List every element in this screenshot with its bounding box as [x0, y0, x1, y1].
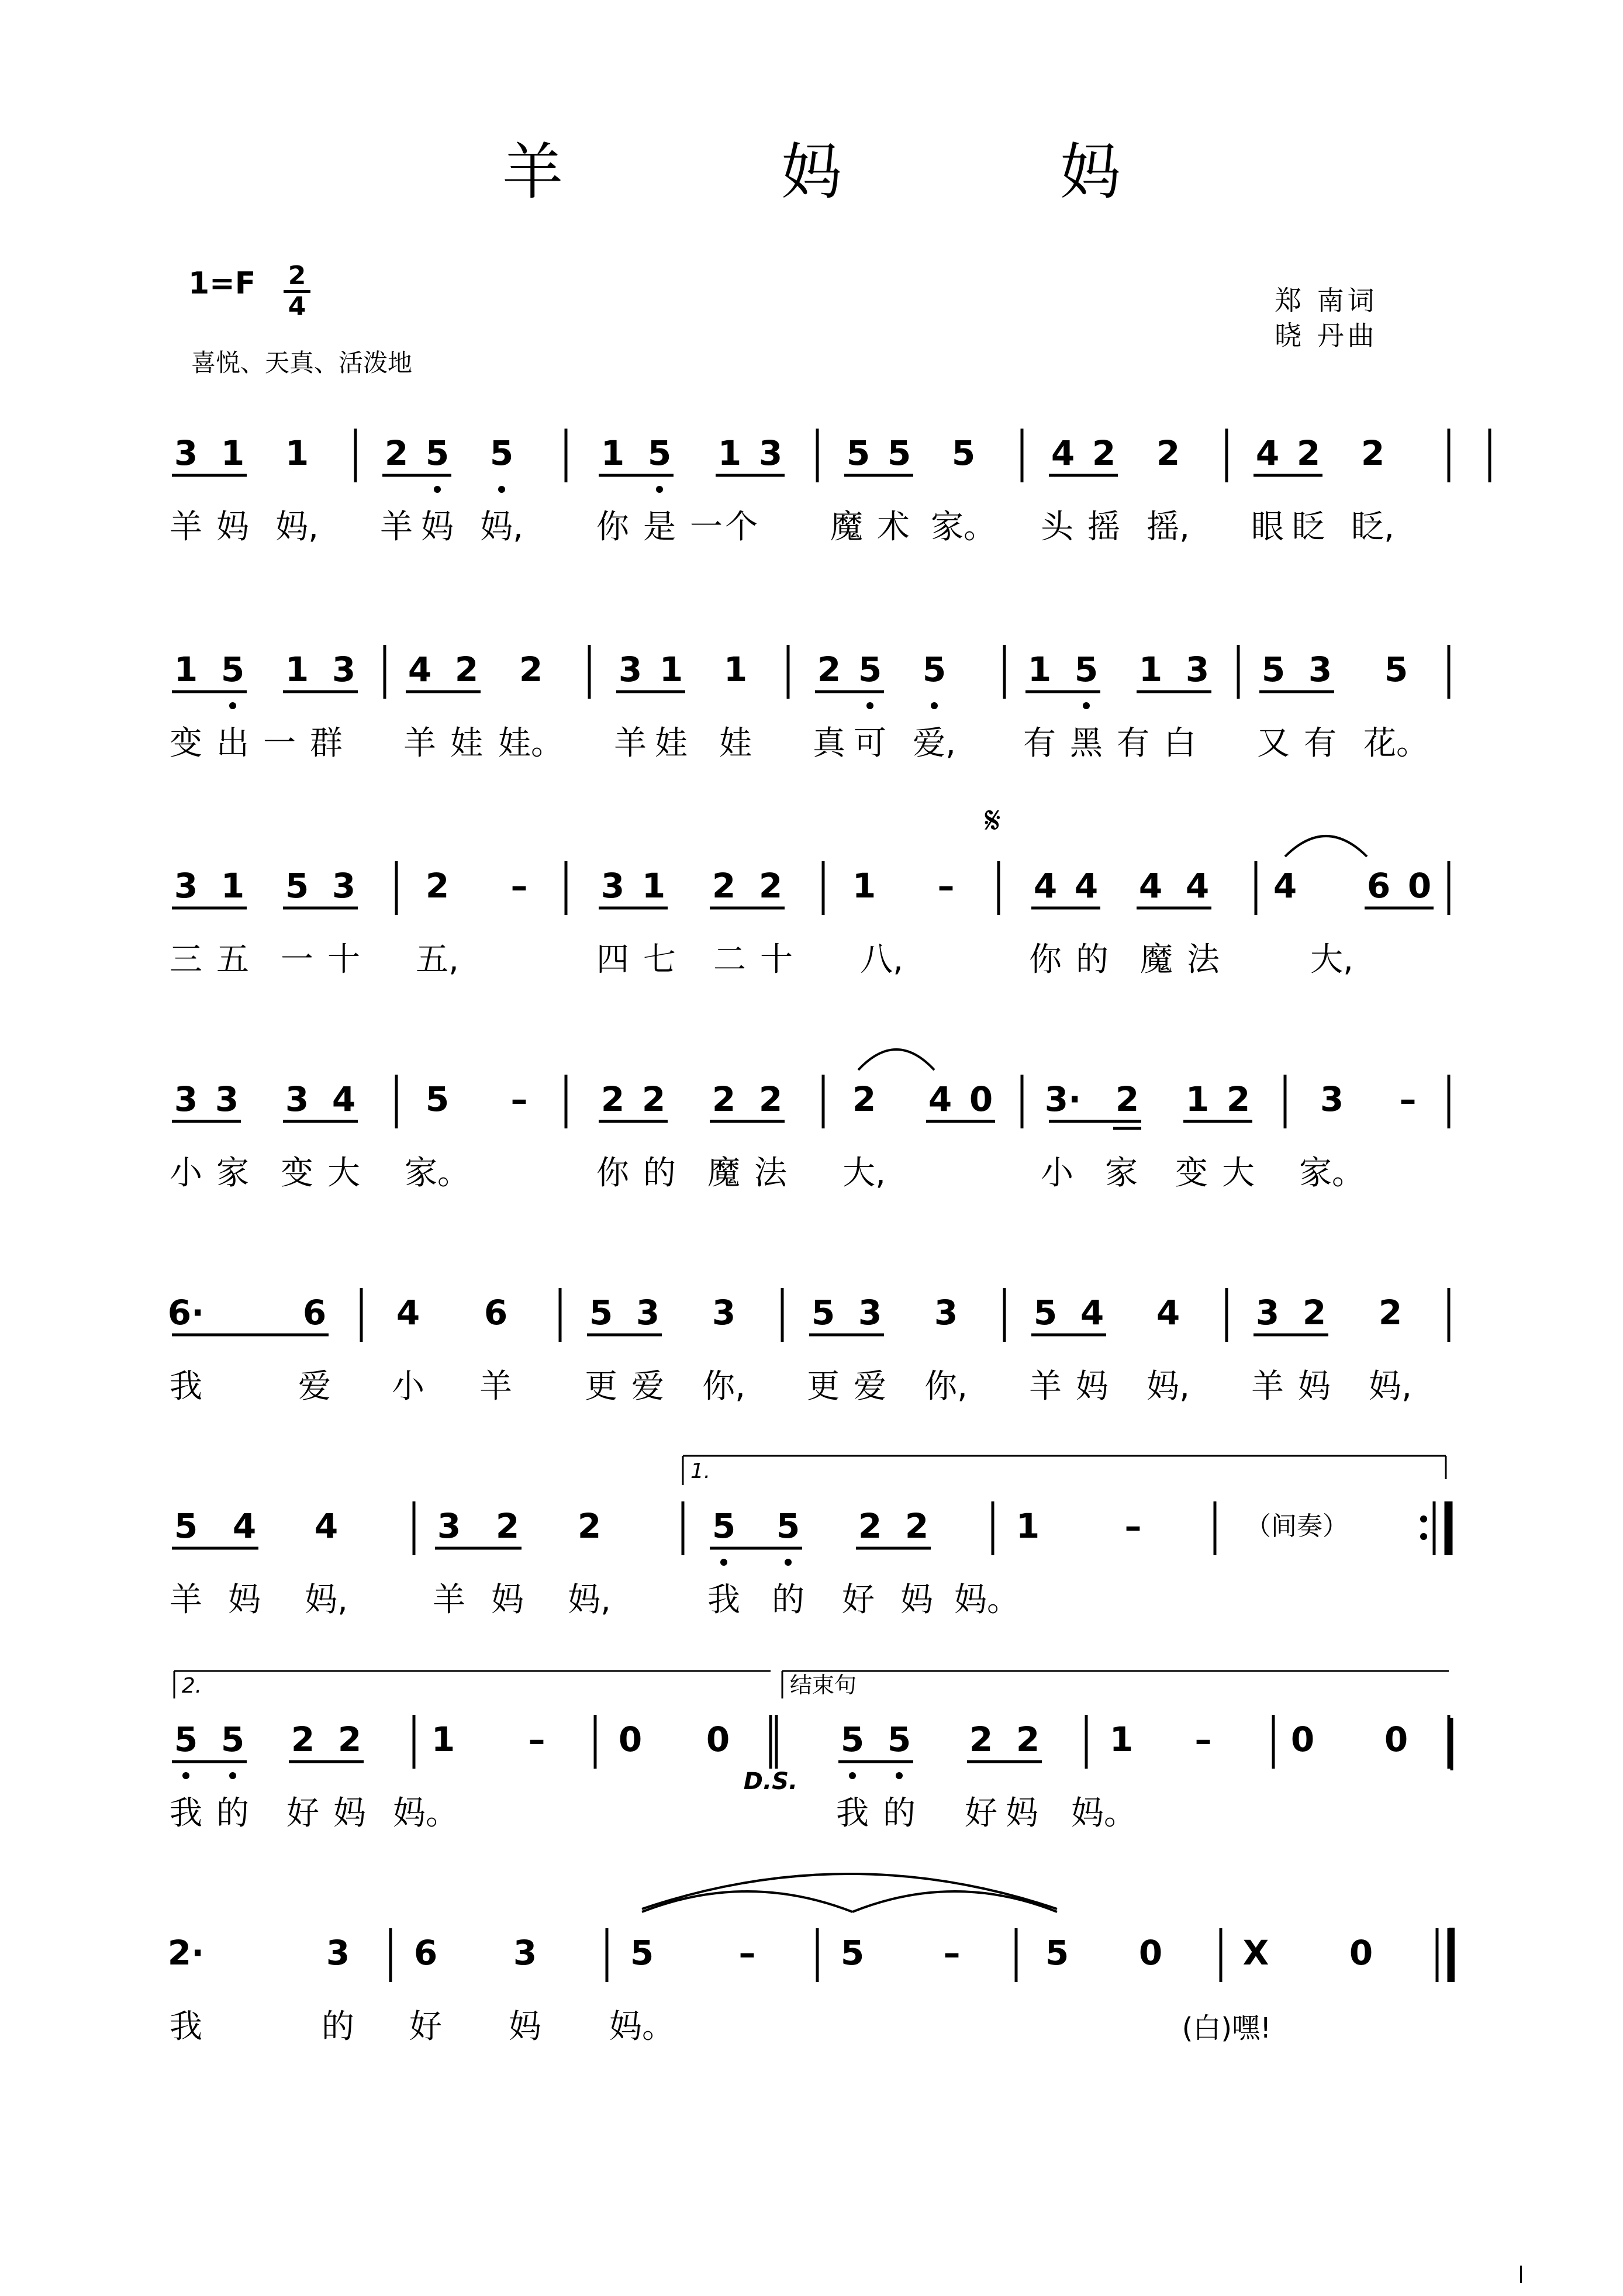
lyric-syllable: 爱, [913, 724, 956, 762]
jianpu-note: 5 [811, 1293, 835, 1332]
lyric-syllable: 家。 [405, 1154, 470, 1192]
lyric-syllable: 八, [860, 941, 903, 979]
lyric-syllable: 我 [170, 2008, 202, 2046]
lyric-syllable: 有 [1117, 724, 1149, 762]
lyric-syllable: 有 [1304, 724, 1337, 762]
spoken-text: (白)嘿! [1182, 2012, 1272, 2045]
lyric-syllable: 一 [281, 941, 313, 979]
lyric-syllable: 妈。 [1071, 1794, 1137, 1832]
jianpu-note: 3 [174, 1079, 198, 1119]
lyric-syllable: 羊 [614, 724, 647, 762]
jianpu-note: 5 [589, 1293, 613, 1332]
lyric-syllable: 大, [1310, 941, 1353, 979]
jianpu-note: 6 [484, 1293, 508, 1332]
jianpu-note: 4 [314, 1506, 339, 1546]
lyric-syllable: 大 [327, 1154, 360, 1192]
jianpu-note: 4 [1074, 866, 1099, 906]
jianpu-note: 5 [1045, 1933, 1069, 1973]
jianpu-note: 3 [858, 1293, 882, 1332]
lyric-syllable: 羊 [170, 1581, 202, 1619]
jianpu-note: X [1242, 1933, 1269, 1973]
lyric-syllable: 真 [813, 724, 845, 762]
lyric-syllable: 娃 [655, 724, 688, 762]
jianpu-note: 2 [600, 1079, 625, 1119]
jianpu-note: 2 [817, 650, 841, 689]
jianpu-note: 1 [1185, 1079, 1210, 1119]
lyric-syllable: 羊 [433, 1581, 465, 1619]
jianpu-note: 3 [331, 650, 356, 689]
jianpu-note: 2 [858, 1506, 882, 1546]
jianpu-note: 3 [1308, 650, 1332, 689]
jianpu-note: 5 [1074, 650, 1099, 689]
jianpu-note: – [1399, 1079, 1417, 1119]
lyric-syllable: 有 [1023, 724, 1056, 762]
jianpu-note: 6 [413, 1933, 438, 1973]
lyric-syllable: 二 [713, 941, 746, 979]
jianpu-note: – [510, 866, 528, 906]
lyric-syllable: 妈 [1076, 1368, 1109, 1406]
jianpu-note: 5 [840, 1720, 865, 1759]
octave-dot-below [229, 1772, 236, 1779]
lyric-syllable: 你, [702, 1368, 745, 1406]
lyric-syllable: 好 [409, 2008, 442, 2046]
jianpu-note: 5 [285, 866, 309, 906]
jianpu-note: 3 [618, 650, 643, 689]
time-signature-denominator: 4 [288, 292, 306, 322]
jianpu-note: 2 [758, 866, 783, 906]
jianpu-note: 0 [1349, 1933, 1373, 1973]
jianpu-note: 3 [437, 1506, 461, 1546]
lyric-syllable: 羊 [170, 508, 202, 546]
page-title: 羊 妈 妈 [502, 136, 1221, 208]
jianpu-note: 2 [1016, 1720, 1040, 1759]
lyric-syllable: 妈。 [393, 1794, 458, 1832]
jianpu-note: 3 [1255, 1293, 1280, 1332]
lyric-syllable: 羊 [403, 724, 436, 762]
lyric-syllable: 个 [725, 508, 758, 546]
jianpu-note: 1 [285, 650, 309, 689]
lyric-syllable: 十 [327, 941, 360, 979]
composer-credit: 晓 丹曲 [1275, 320, 1378, 351]
tempo-marking: 喜悦、天真、活泼地 [191, 348, 413, 377]
jianpu-note: – [1194, 1720, 1212, 1759]
jianpu-note: 0 [1290, 1720, 1315, 1759]
jianpu-note: 3 [215, 1079, 239, 1119]
lyric-syllable: 小 [392, 1368, 424, 1406]
jianpu-note: 2 [712, 866, 736, 906]
jianpu-note: – [1124, 1506, 1142, 1546]
jianpu-note: 5 [922, 650, 947, 689]
jianpu-note: 3 [636, 1293, 660, 1332]
lyric-syllable: 眼 [1251, 508, 1284, 546]
jianpu-note: 5 [489, 433, 514, 473]
lyric-syllable: 十 [760, 941, 793, 979]
lyric-syllable: 妈 [1298, 1368, 1331, 1406]
octave-dot-below [1083, 702, 1090, 709]
lyric-syllable: 法 [754, 1154, 787, 1192]
lyric-syllable: 眨 [1292, 508, 1325, 546]
jianpu-note: 1 [1016, 1506, 1040, 1546]
lyric-syllable: 爱 [854, 1368, 886, 1406]
lyric-syllable: 的 [1076, 941, 1109, 979]
jianpu-note: 3 [934, 1293, 958, 1332]
lyric-syllable: 更 [585, 1368, 617, 1406]
jianpu-note: 1 [1027, 650, 1052, 689]
octave-dot-below [182, 1772, 189, 1779]
octave-dot-below [849, 1772, 856, 1779]
jianpu-note: 3 [712, 1293, 736, 1332]
lyric-syllable: 妈, [480, 508, 523, 546]
jianpu-note: – [943, 1933, 961, 1973]
jianpu-note: 2 [1092, 433, 1116, 473]
octave-dot-below [720, 1559, 727, 1566]
jianpu-note: 4 [408, 650, 432, 689]
lyric-syllable: 可 [854, 724, 886, 762]
octave-dot-below [498, 486, 505, 493]
jianpu-note: 4 [331, 1079, 356, 1119]
repeat-dot [1420, 1533, 1427, 1540]
lyric-syllable: 法 [1187, 941, 1220, 979]
lyric-syllable: 羊 [479, 1368, 512, 1406]
jianpu-note: 3 [1320, 1079, 1344, 1119]
octave-dot-below [656, 486, 663, 493]
lyric-syllable: 大 [1222, 1154, 1255, 1192]
jianpu-note: 5 [1033, 1293, 1058, 1332]
jianpu-note: 5 [220, 650, 245, 689]
lyric-syllable: 头 [1041, 508, 1073, 546]
jianpu-note: 2 [852, 1079, 876, 1119]
lyric-syllable: 四 [596, 941, 629, 979]
repeat-dot [1420, 1515, 1427, 1522]
lyric-syllable: 是 [643, 508, 676, 546]
jianpu-note: 1 [285, 433, 309, 473]
jianpu-note: 0 [969, 1079, 993, 1119]
jianpu-note: 0 [1138, 1933, 1163, 1973]
jianpu-note: – [738, 1933, 756, 1973]
octave-dot-below [896, 1772, 903, 1779]
lyric-syllable: 我 [170, 1794, 202, 1832]
lyric-syllable: 黑 [1070, 724, 1103, 762]
jianpu-note: 2 [1156, 433, 1180, 473]
jianpu-note: 2 [291, 1720, 315, 1759]
jianpu-note: 2 [904, 1506, 929, 1546]
lyric-syllable: 妈, [1369, 1368, 1412, 1406]
jianpu-note: 5 [840, 1933, 865, 1973]
lyric-syllable: 摇 [1087, 508, 1120, 546]
lyric-syllable: 大, [842, 1154, 886, 1192]
jianpu-note: 2 [1115, 1079, 1139, 1119]
jianpu-note: 2 [1378, 1293, 1403, 1332]
jianpu-note: 3 [1185, 650, 1210, 689]
lyric-syllable: 变 [281, 1154, 313, 1192]
jianpu-note: 2· [167, 1933, 205, 1973]
lyric-syllable: 妈, [1147, 1368, 1190, 1406]
interlude-label: （间奏） [1245, 1511, 1348, 1541]
lyric-syllable: 妈 [1006, 1794, 1038, 1832]
jianpu-note: 4 [1051, 433, 1075, 473]
jianpu-note: 5 [425, 1079, 450, 1119]
page-edge-mark [1520, 2266, 1528, 2283]
jianpu-note: 4 [1080, 1293, 1104, 1332]
jianpu-note: 2 [758, 1079, 783, 1119]
lyric-syllable: 五, [416, 941, 459, 979]
lyric-syllable: 妈 [216, 508, 249, 546]
jianpu-note: 4 [1255, 433, 1280, 473]
lyric-syllable: 娃。 [498, 724, 564, 762]
jianpu-note: 4 [1138, 866, 1163, 906]
lyric-syllable: 家 [216, 1154, 249, 1192]
tie-slur [852, 1891, 1057, 1912]
octave-dot-below [931, 702, 938, 709]
octave-dot-below [434, 486, 441, 493]
jianpu-note: 2 [577, 1506, 602, 1546]
jianpu-note: 3 [513, 1933, 537, 1973]
lyric-syllable: 羊 [1029, 1368, 1062, 1406]
jianpu-note: 1 [220, 433, 245, 473]
lyric-syllable: 变 [1175, 1154, 1208, 1192]
jianpu-note: 3 [600, 866, 625, 906]
lyric-syllable: 的 [643, 1154, 676, 1192]
lyric-syllable: 妈 [491, 1581, 524, 1619]
key-signature: 1=F [188, 266, 256, 301]
lyric-syllable: 好 [842, 1581, 875, 1619]
jianpu-note: 5 [1384, 650, 1408, 689]
lyric-syllable: 好 [965, 1794, 997, 1832]
lyric-syllable: 我 [836, 1794, 869, 1832]
jianpu-note: 3 [331, 866, 356, 906]
jianpu-note: 2 [454, 650, 479, 689]
jianpu-note: 5 [858, 650, 882, 689]
lyric-syllable: 娃 [719, 724, 752, 762]
jianpu-note: 1 [431, 1720, 455, 1759]
jianpu-note: 1 [600, 433, 625, 473]
lyric-syllable: 我 [170, 1368, 202, 1406]
lyric-syllable: 五 [216, 941, 249, 979]
lyric-syllable: 妈 [509, 2008, 541, 2046]
lyric-syllable: 羊 [380, 508, 413, 546]
lyric-syllable: 妈。 [609, 2008, 675, 2046]
time-signature-numerator: 2 [284, 263, 310, 293]
jianpu-note: 2 [1302, 1293, 1327, 1332]
lyric-syllable: 我 [707, 1581, 740, 1619]
lyric-syllable: 你 [1029, 941, 1062, 979]
lyric-syllable: 的 [883, 1794, 916, 1832]
lyric-syllable: 爱 [631, 1368, 664, 1406]
lyric-syllable: 妈 [900, 1581, 933, 1619]
lyric-syllable: 魔 [830, 508, 863, 546]
jianpu-note: 2 [712, 1079, 736, 1119]
lyric-syllable: 一 [263, 724, 296, 762]
jianpu-note: 3 [326, 1933, 350, 1973]
jianpu-note: 3 [285, 1079, 309, 1119]
segno-sign: 𝄋 [985, 799, 1001, 843]
lyric-syllable: 摇, [1147, 508, 1190, 546]
lyric-syllable: 更 [807, 1368, 840, 1406]
lyric-syllable: 七 [643, 941, 676, 979]
jianpu-note: 1 [723, 650, 748, 689]
lyric-syllable: 术 [877, 508, 910, 546]
lyric-syllable: 白 [1163, 724, 1196, 762]
lyric-syllable: 魔 [1140, 941, 1173, 979]
lyric-syllable: 妈 [421, 508, 454, 546]
jianpu-note: 3· [1044, 1079, 1082, 1119]
jianpu-note: – [528, 1720, 545, 1759]
jianpu-note: 5 [951, 433, 976, 473]
jianpu-note: 2 [1226, 1079, 1251, 1119]
jianpu-note: 0 [618, 1720, 643, 1759]
jianpu-note: 0 [1384, 1720, 1408, 1759]
lyric-syllable: 眨, [1351, 508, 1394, 546]
jianpu-note: 3 [174, 866, 198, 906]
lyric-syllable: 的 [322, 2008, 354, 2046]
jianpu-note: 5 [712, 1506, 736, 1546]
jianpu-note: 2 [1296, 433, 1321, 473]
tie-slur [642, 1891, 852, 1912]
lyric-syllable: 妈, [275, 508, 319, 546]
lyric-syllable: 小 [170, 1154, 202, 1192]
lyric-syllable: 你 [596, 508, 629, 546]
lyric-syllable: 你, [924, 1368, 968, 1406]
jianpu-note: 4 [1273, 866, 1297, 906]
lyric-syllable: 三 [170, 941, 202, 979]
octave-dot-below [785, 1559, 792, 1566]
jianpu-note: – [937, 866, 955, 906]
tie-slur [1285, 836, 1367, 857]
lyric-syllable: 好 [286, 1794, 319, 1832]
jianpu-note: 1 [852, 866, 876, 906]
jianpu-note: 2 [641, 1079, 666, 1119]
jianpu-note: 4 [232, 1506, 257, 1546]
lyric-syllable: 你 [596, 1154, 629, 1192]
jianpu-note: 6· [167, 1293, 205, 1332]
jianpu-note: 2 [519, 650, 543, 689]
lyric-syllable: 妈 [333, 1794, 366, 1832]
tie-slur [858, 1049, 934, 1070]
lyric-syllable: 家。 [931, 508, 996, 546]
jianpu-note: 4 [1156, 1293, 1180, 1332]
jianpu-note: 0 [1407, 866, 1432, 906]
jianpu-note: 6 [302, 1293, 327, 1332]
lyric-syllable: 妈 [228, 1581, 261, 1619]
ds-marking: D.S. [743, 1768, 798, 1795]
jianpu-note: 1 [1109, 1720, 1134, 1759]
jianpu-note: 2 [337, 1720, 362, 1759]
jianpu-note: 1 [641, 866, 666, 906]
lyric-syllable: 羊 [1251, 1368, 1284, 1406]
lyric-syllable: 妈, [305, 1581, 348, 1619]
jianpu-note: 2 [495, 1506, 520, 1546]
jianpu-note: 3 [758, 433, 783, 473]
jianpu-note: 2 [425, 866, 450, 906]
lyric-syllable: 一 [690, 508, 723, 546]
jianpu-note: 5 [630, 1933, 654, 1973]
lyric-syllable: 的 [772, 1581, 804, 1619]
lyric-syllable: 小 [1041, 1154, 1073, 1192]
lyricist-credit: 郑 南词 [1275, 285, 1378, 316]
jianpu-note: 5 [887, 1720, 911, 1759]
lyric-syllable: 家 [1105, 1154, 1138, 1192]
jianpu-note: 2 [969, 1720, 993, 1759]
jianpu-note: 4 [928, 1079, 952, 1119]
jianpu-note: 4 [1185, 866, 1210, 906]
jianpu-note: 1 [1138, 650, 1163, 689]
jianpu-note: 1 [220, 866, 245, 906]
jianpu-note: – [510, 1079, 528, 1119]
jianpu-note: 1 [717, 433, 742, 473]
lyric-syllable: 出 [216, 724, 249, 762]
lyric-syllable: 群 [310, 724, 343, 762]
lyric-syllable: 妈, [568, 1581, 611, 1619]
lyric-syllable: 变 [170, 724, 202, 762]
lyric-syllable: 魔 [707, 1154, 740, 1192]
lyric-syllable: 爱 [298, 1368, 331, 1406]
jianpu-note: 4 [396, 1293, 420, 1332]
jianpu-note: 3 [174, 433, 198, 473]
jianpu-note: 1 [659, 650, 683, 689]
coda-label: 结束句 [789, 1672, 857, 1698]
jianpu-note: 5 [846, 433, 871, 473]
jianpu-note: 4 [1033, 866, 1058, 906]
volta-2-label: 2. [181, 1674, 202, 1698]
lyric-syllable: 娃 [450, 724, 483, 762]
jianpu-note: 5 [1261, 650, 1286, 689]
volta-1-label: 1. [690, 1459, 711, 1483]
jianpu-note: 5 [220, 1720, 245, 1759]
tie-slur [642, 1874, 1057, 1909]
jianpu-note: 0 [706, 1720, 730, 1759]
jianpu-note: 5 [887, 433, 911, 473]
jianpu-note: 5 [425, 433, 450, 473]
jianpu-note: 5 [174, 1506, 198, 1546]
lyric-syllable: 妈。 [954, 1581, 1020, 1619]
octave-dot-below [866, 702, 873, 709]
jianpu-note: 2 [384, 433, 409, 473]
octave-dot-below [229, 702, 236, 709]
jianpu-note: 1 [174, 650, 198, 689]
lyric-syllable: 的 [216, 1794, 249, 1832]
jianpu-note: 2 [1360, 433, 1385, 473]
jianpu-note: 5 [776, 1506, 800, 1546]
jianpu-note: 5 [647, 433, 672, 473]
jianpu-note: 6 [1366, 866, 1391, 906]
lyric-syllable: 又 [1257, 724, 1290, 762]
lyric-syllable: 家。 [1299, 1154, 1365, 1192]
lyric-syllable: 花。 [1363, 724, 1429, 762]
jianpu-note: 5 [174, 1720, 198, 1759]
